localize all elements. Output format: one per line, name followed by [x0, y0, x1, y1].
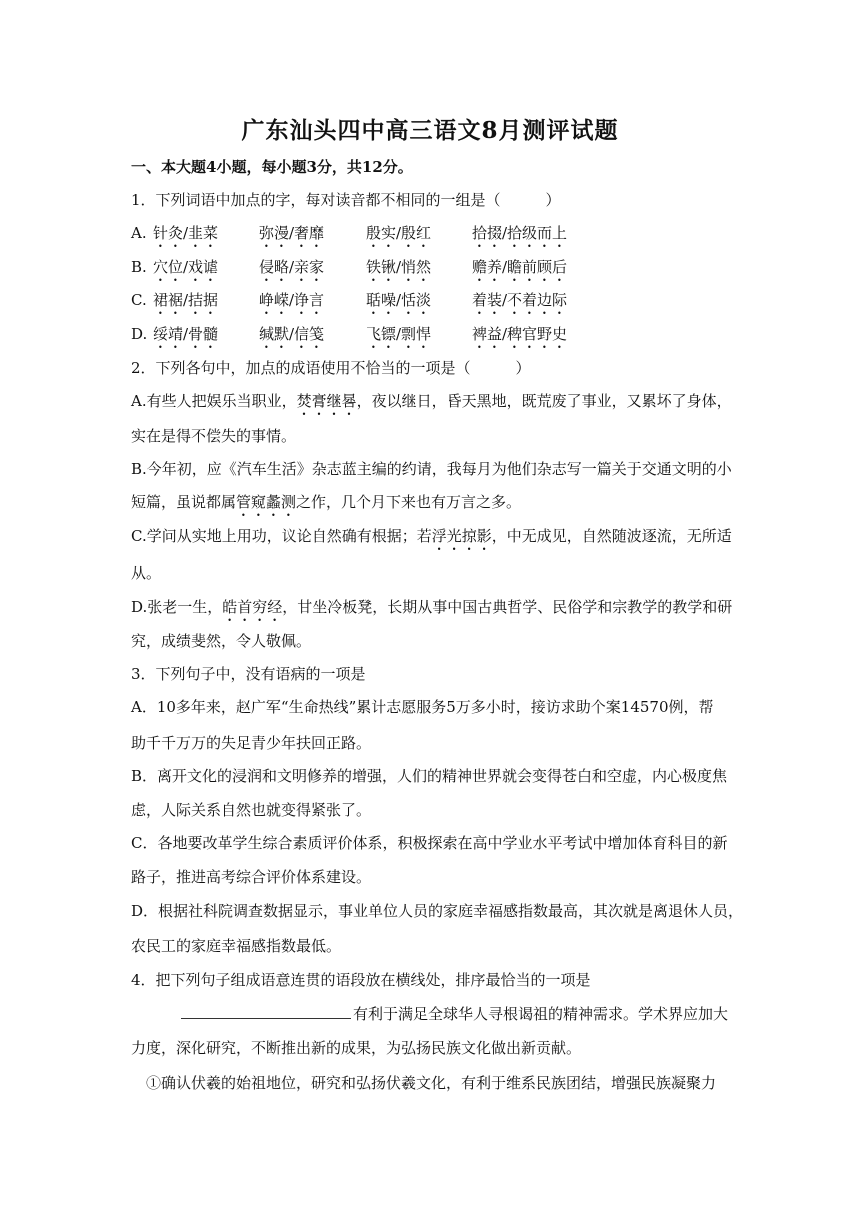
q3-option-d-cont: 农民工的家庭幸福感指数最低。	[131, 937, 342, 955]
q3-option-b: B．离开文化的浸润和文明修养的增强，人们的精神世界就会变得苍白和空虚，内心极度焦	[131, 767, 728, 785]
q1-stem: 1．下列词语中加点的字，每对读音都不相同的一组是（ ）	[131, 191, 561, 209]
q2-option-a: A.有些人把娱乐当职业，焚膏继晷，夜以继日，昏天黑地，既荒废了事业，又累坏了身体，	[131, 392, 732, 410]
q3-option-d: D．根据社科院调查数据显示，事业单位人员的家庭幸福感指数最高，其次就是离退休人员，	[131, 902, 744, 920]
section-heading: 一、本大题4小题，每小题3分，共12分。	[131, 158, 413, 176]
q2-option-a-cont: 实在是得不偿失的事情。	[131, 427, 297, 445]
q2-option-b: B.今年初，应《汽车生活》杂志蓝主编的约请，我每月为他们杂志写一篇关于交通文明的小	[131, 460, 732, 478]
q2-idiom-d: 皓首穷经	[222, 598, 283, 616]
q2-option-c-cont: 从。	[131, 564, 162, 582]
q2-idiom-b: 管窥蠡测	[236, 493, 297, 511]
q2-option-b-cont: 短篇，虽说都属管窥蠡测之作，几个月下来也有万言之多。	[131, 493, 522, 511]
page-title: 广东汕头四中高三语文8月测评试题	[241, 117, 619, 144]
q2-option-d: D.张老一生，皓首穷经，甘坐冷板凳，长期从事中国古典哲学、民俗学和宗教学的教学和研	[131, 598, 733, 616]
q3-option-b-cont: 虑，人际关系自然也就变得紧张了。	[131, 801, 372, 819]
q3-option-a-cont: 助千千万万的失足青少年扶回正路。	[131, 734, 372, 752]
q4-passage: 有利于满足全球华人寻根谒祖的精神需求。学术界应加大	[181, 1004, 731, 1024]
q3-option-a: A．10多年来，赵广军“生命热线”累计志愿服务5万多小时，接访求助个案14570例，帮	[131, 698, 714, 716]
answer-blank	[181, 1004, 351, 1019]
q2-option-d-cont: 究，成绩斐然，令人敬佩。	[131, 632, 312, 650]
exam-page: 广东汕头四中高三语文8月测评试题 一、本大题4小题，每小题3分，共12分。 1．下列词语中加点的字，每对读音都不相同的一组是（ ） A. 针灸/韭菜 弥漫/奢靡 殷实/殷红 拾掇/拾级而上 B. 穴位/戏谑 侵略/亲家 铁锹/悄然 赡养/瞻前顾后 C. 裙裾/拮据 峥嵘/诤言 聒噪/恬淡 着装/不着边际 D. 绥靖/骨髓 缄默/信笺 飞镖/剽悍 裨益/稗官野史 2．下列各句中，加点的成语使用不恰当的一项是（ ） A.有些人把娱乐当职业，焚膏继晷，夜以继日，昏天黑地，既荒废了事业，又累坏了身体， 实在是得不偿失的事情。 B.今年初，应《汽车生活》杂志蓝主编的约请，我每月为他们杂志写一篇关于交通文明的小 短篇，虽说都属管窥蠡测之作，几个月下来也有万言之多。 C.学问从实地上用功，议论自然确有根据；若浮光掠影，中无成见，自然随波逐流，无所适 从。 D.张老一生，皓首穷经，甘坐冷板凳，长期从事中国古典哲学、民俗学和宗教学的教学和研 究，成绩斐然，令人敬佩。 3．下列句子中，没有语病的一项是 A．10多年来，赵广军“生命热线”累计志愿服务5万多小时，接访求助个案14570例，帮 助千千万万的失足青少年扶回正路。 B．离开文化的浸润和文明修养的增强，人们的精神世界就会变得苍白和空虚，内心极度焦 虑，人际关系自然也就变得紧张了。 C．各地要改革学生综合素质评价体系，积极探索在高中学业水平考试中增加体育科目的新 路子，推进高考综合评价体系建设。 D．根据社科院调查数据显示，事业单位人员的家庭幸福感指数最高，其次就是离退休人员， 农民工的家庭幸福感指数最低。 4．把下列句子组成语意连贯的语段放在横线处，排序最恰当的一项是 有利于满足全球华人寻根谒祖的精神需求。学术界应加大 力度，深化研究，不断推出新的成果，为弘扬民族文化做出新贡献。 ①确认伏羲的始祖地位，研究和弘扬伏羲文化，有利于维系民族团结，增强民族凝聚力	[0, 0, 860, 1216]
q3-option-c: C．各地要改革学生综合素质评价体系，积极探索在高中学业水平考试中增加体育科目的新	[131, 834, 728, 852]
q2-idiom-c: 浮光掠影	[431, 527, 492, 545]
q4-passage-cont: 力度，深化研究，不断推出新的成果，为弘扬民族文化做出新贡献。	[131, 1039, 582, 1057]
q2-stem: 2．下列各句中，加点的成语使用不恰当的一项是（ ）	[131, 359, 531, 377]
q3-option-c-cont: 路子，推进高考综合评价体系建设。	[131, 868, 372, 886]
q4-sentence-1: ①确认伏羲的始祖地位，研究和弘扬伏羲文化，有利于维系民族团结，增强民族凝聚力	[146, 1074, 717, 1092]
q2-option-c: C.学问从实地上用功，议论自然确有根据；若浮光掠影，中无成见，自然随波逐流，无所适	[131, 527, 732, 545]
q3-stem: 3．下列句子中，没有语病的一项是	[131, 665, 366, 683]
q4-stem: 4．把下列句子组成语意连贯的语段放在横线处，排序最恰当的一项是	[131, 971, 591, 989]
q2-idiom-a: 焚膏继晷	[296, 392, 357, 410]
